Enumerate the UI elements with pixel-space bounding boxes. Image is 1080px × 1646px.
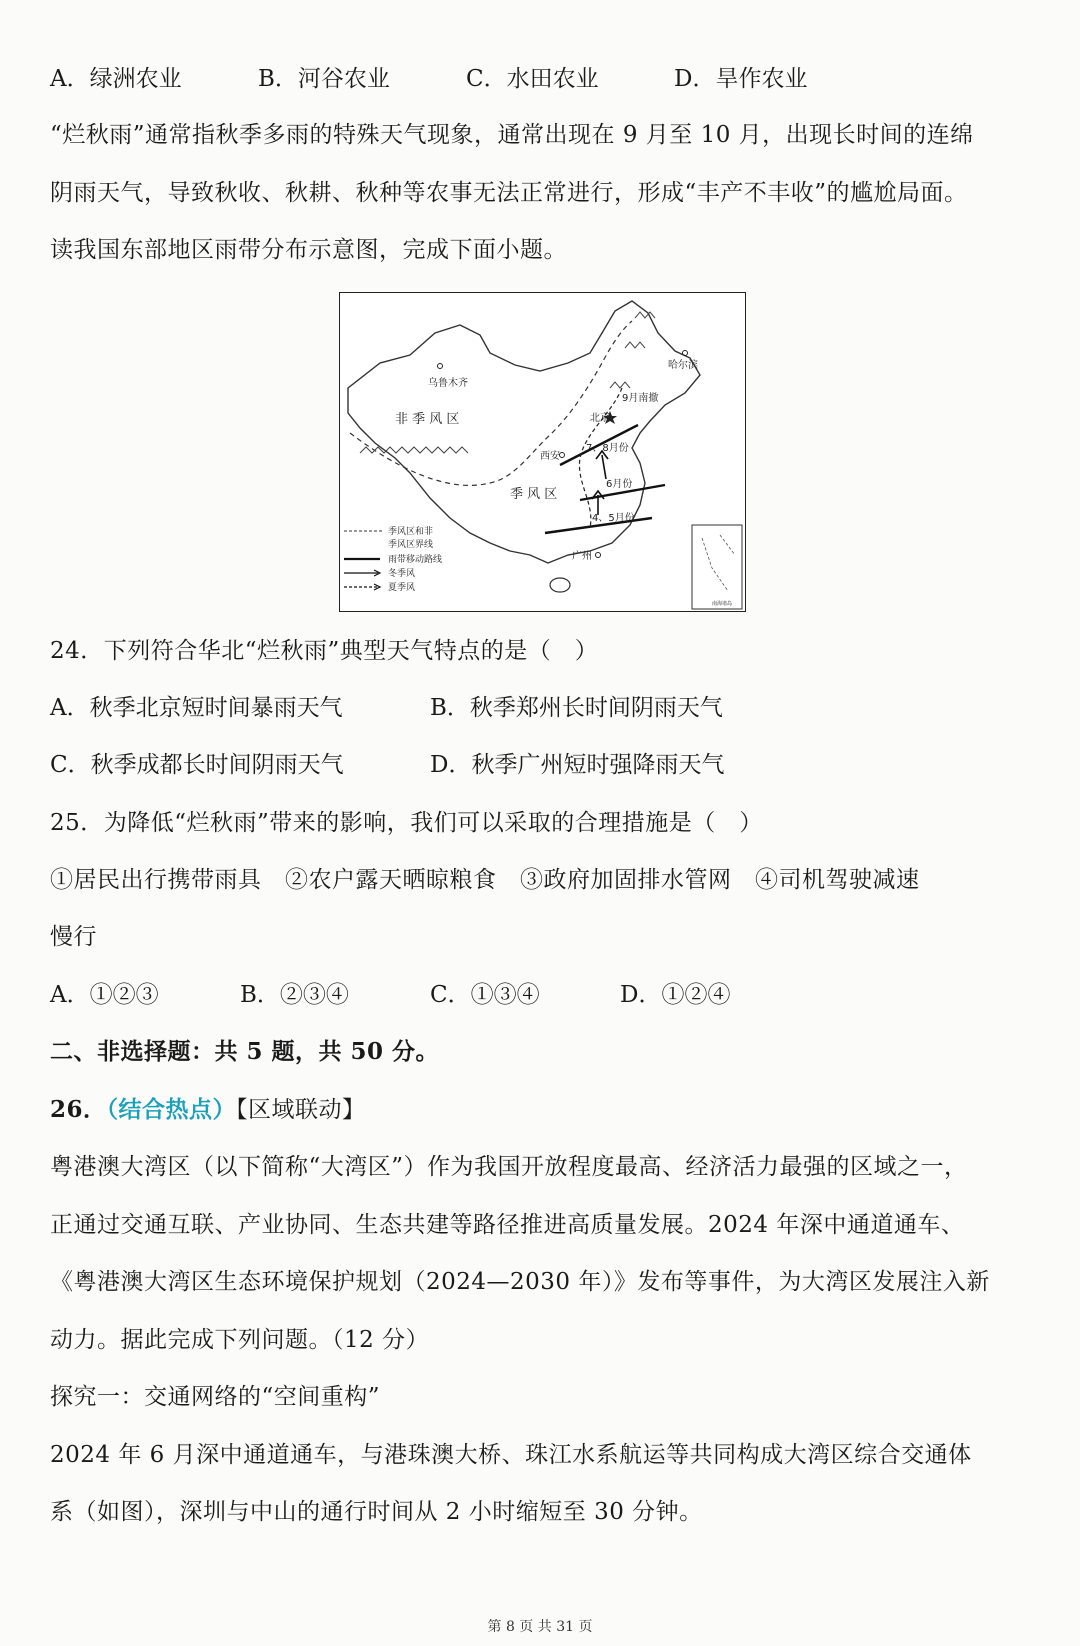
q26-para-2: 正通过交通互联、产业协同、生态共建等路径推进高质量发展。2024 年深中通道通车、: [50, 1212, 965, 1238]
label-xian: 西安: [540, 451, 560, 462]
q26-para-4: 动力。据此完成下列问题。（12 分）: [50, 1327, 430, 1353]
label-guangzhou: 广州: [572, 551, 592, 562]
legend-summer: 夏季风: [388, 583, 416, 593]
q24-stem: 24．下列符合华北“烂秋雨”典型天气特点的是（ ）: [50, 638, 599, 664]
option-a: A．绿洲农业: [50, 66, 182, 92]
q26-number: 26．: [50, 1096, 107, 1123]
legend-winter: 冬季风: [388, 569, 416, 579]
label-urumqi: 乌鲁木齐: [428, 378, 468, 389]
q26-para-1: 粤港澳大湾区（以下简称“大湾区”）作为我国开放程度最高、经济活力最强的区域之一，: [50, 1154, 968, 1180]
china-outline: [348, 301, 700, 563]
q25-stem: 25．为降低“烂秋雨”带来的影响，我们可以采取的合理措施是（ ）: [50, 810, 763, 836]
option-c: C．水田农业: [466, 66, 599, 92]
option-d: D．旱作农业: [674, 66, 808, 92]
q26-para-6: 系（如图），深圳与中山的通行时间从 2 小时缩短至 30 分钟。: [50, 1499, 703, 1525]
rain-belt-map: [339, 292, 746, 612]
kunlun-mountains: [360, 447, 468, 453]
xian-dot: [560, 453, 565, 458]
label-jul-aug: 7、8月份: [586, 443, 629, 454]
legend-rainband: 雨带移动路线: [388, 555, 443, 565]
label-inset: 南海诸岛: [712, 601, 733, 607]
inset-lines: [702, 535, 735, 591]
q25-items-cont: 慢行: [50, 924, 97, 950]
intro-line-2: 阴雨天气，导致秋收、秋耕、秋种等农事无法正常进行，形成“丰产不丰收”的尴尬局面。: [50, 180, 968, 206]
label-jun: 6月份: [606, 479, 633, 490]
label-monsoon: 季 风 区: [510, 487, 558, 502]
q25-option-d: D．①②④: [620, 982, 731, 1008]
q26-para-5: 2024 年 6 月深中通道通车，与港珠澳大桥、珠江水系航运等共同构成大湾区综合交通体: [50, 1442, 972, 1468]
q26-hot-tag: （结合热点）: [106, 1096, 237, 1123]
q26-explore-1: 探究一：交通网络的“空间重构”: [50, 1384, 381, 1410]
rainband-move-arrow-2: [602, 455, 606, 479]
hainan-island: [550, 578, 570, 592]
q25-option-a: A．①②③: [50, 982, 159, 1008]
section-heading: 二、非选择题：共 5 题，共 50 分。: [50, 1038, 440, 1065]
map-drawing: [340, 293, 745, 611]
legend-boundary-1: 季风区和非: [388, 527, 434, 537]
page-footer: 第 8 页 共 31 页: [487, 1619, 593, 1635]
q24-option-b: B．秋季郑州长时间阴雨天气: [430, 695, 723, 721]
urumqi-dot: [438, 364, 443, 369]
legend-boundary-2: 季风区界线: [388, 540, 434, 550]
guangzhou-dot: [596, 553, 601, 558]
q26-bracket-tag: 【区域联动】: [236, 1097, 366, 1123]
q25-option-b: B．②③④: [240, 982, 349, 1008]
q25-option-c: C．①③④: [430, 982, 540, 1008]
intro-line-3: 读我国东部地区雨带分布示意图，完成下面小题。: [50, 237, 567, 263]
label-apr-may: 4、5月份: [592, 513, 635, 524]
intro-line-1: “烂秋雨”通常指秋季多雨的特殊天气现象，通常出现在 9 月至 10 月，出现长时间的连绵: [50, 122, 974, 148]
q26-para-3: 《粤港澳大湾区生态环境保护规划（2024—2030 年）》发布等事件，为大湾区发展注入新: [50, 1269, 990, 1295]
q24-option-a: A．秋季北京短时间暴雨天气: [50, 695, 343, 721]
northeast-mountains: [610, 312, 655, 388]
label-beijing: 北京: [590, 413, 610, 424]
inset-box: [692, 525, 742, 609]
q26-heading: [50, 1095, 366, 1125]
monsoon-boundary: [350, 321, 632, 485]
label-non-monsoon: 非 季 风 区: [395, 412, 460, 427]
label-sep-south: 9月南撤: [622, 393, 659, 404]
sep-retreat-path: [579, 388, 622, 528]
harbin-dot: [683, 351, 688, 356]
q25-items: ①居民出行携带雨具 ②农户露天晒晾粮食 ③政府加固排水管网 ④司机驾驶减速: [50, 867, 920, 893]
option-b: B．河谷农业: [258, 66, 390, 92]
q24-option-d: D．秋季广州短时强降雨天气: [430, 752, 725, 778]
q24-option-c: C．秋季成都长时间阴雨天气: [50, 752, 344, 778]
label-harbin: 哈尔滨: [668, 360, 698, 371]
